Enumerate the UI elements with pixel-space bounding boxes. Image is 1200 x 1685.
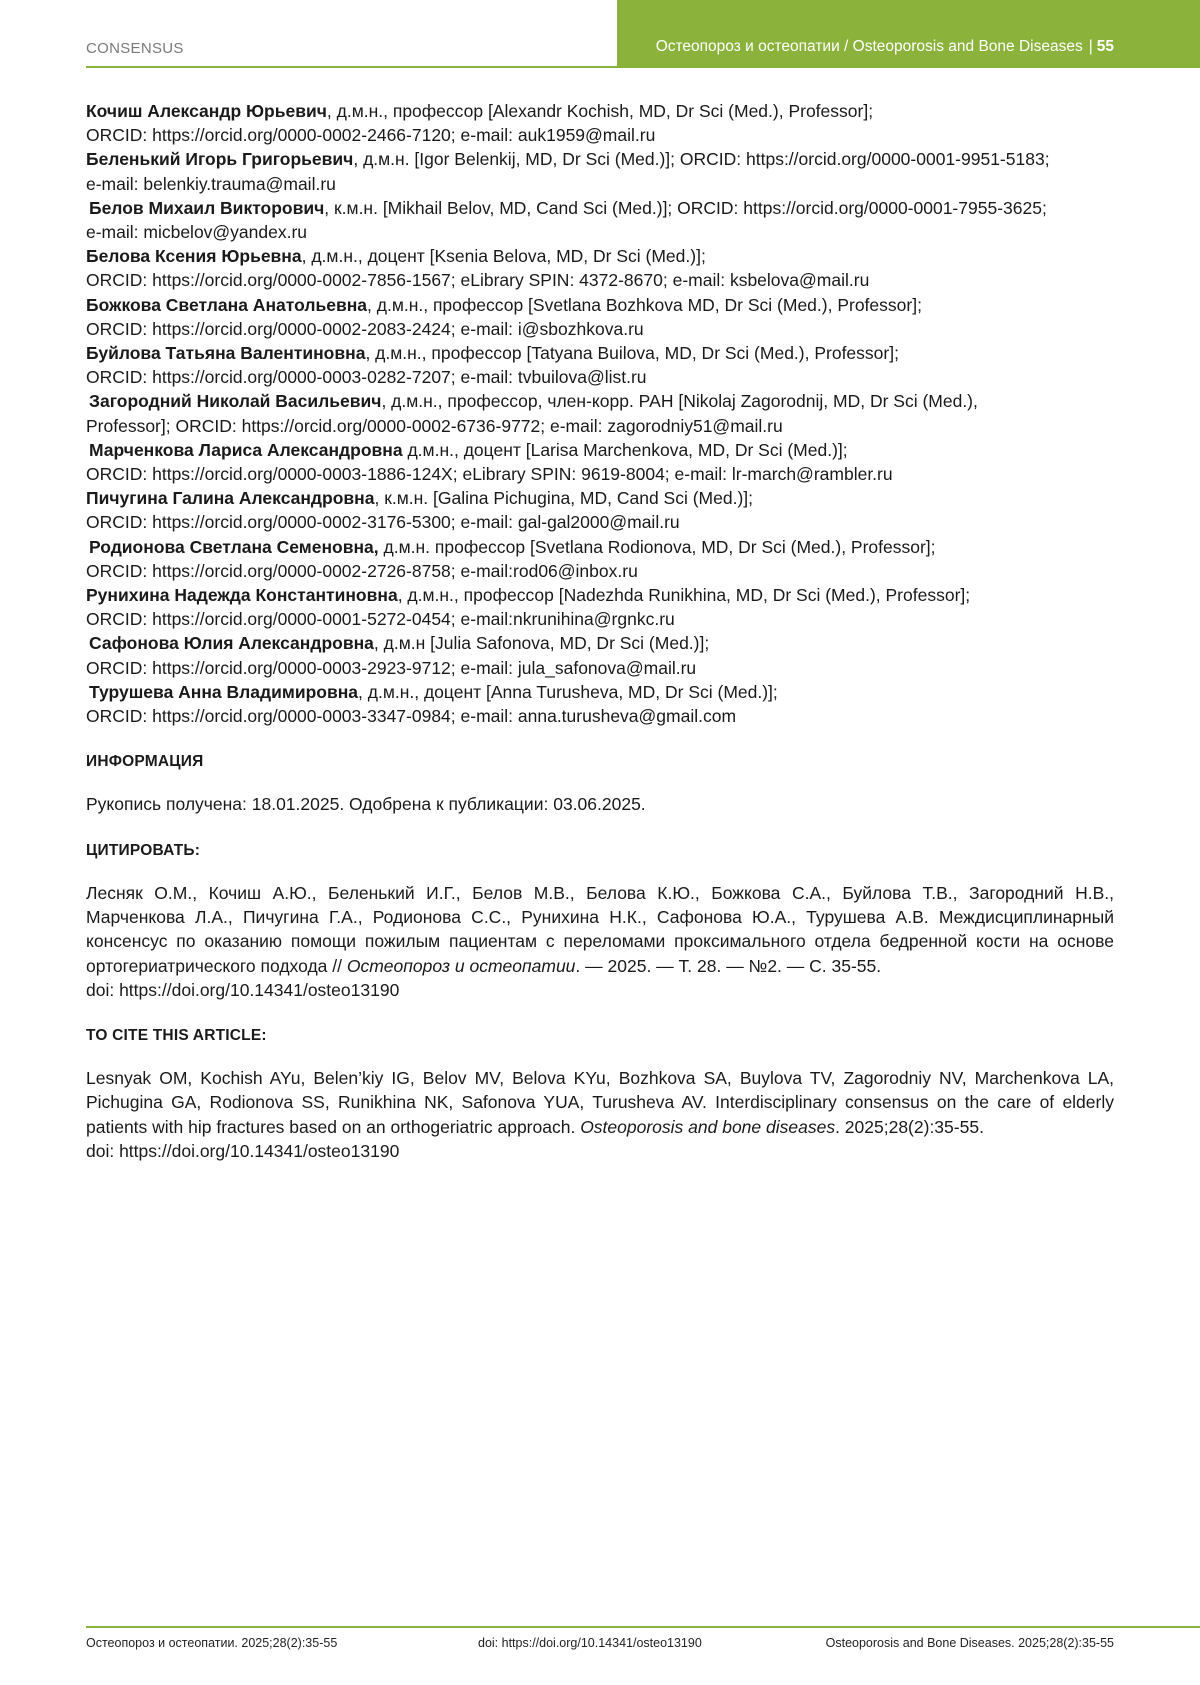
cite-ru-text <box>86 881 1114 978</box>
section-label: CONSENSUS <box>86 40 184 57</box>
author-contact: ORCID: https://orcid.org/0000-0003-0282-7207; e-mail: tvbuilova@list.ru <box>86 367 647 388</box>
cite-en-body: Lesnyak OM, Kochish AYu, Belen’kiy IG, Belov MV, Belova KYu, Bozhkova SA, Buylova TV, Zagorodniy NV, Marchenkova LA, Pichugina GA, Rodionova SS, Runikhina NK, Safonova YUA, Turusheva AV. Interdisciplinary consensus on the care of elderly patients with hip fractures based on an orthogeriatric approach. <box>86 1068 1114 1137</box>
author-contact: ORCID: https://orcid.org/0000-0003-1886-124X; eLibrary SPIN: 9619-8004; e-mail: lr-march@rambler.ru <box>86 464 893 485</box>
author-contact: ORCID: https://orcid.org/0000-0002-2083-2424; e-mail: i@sbozhkova.ru <box>86 318 644 339</box>
author-credentials: , д.м.н., профессор [Svetlana Bozhkova MD, Dr Sci (Med.), Professor]; <box>367 294 922 315</box>
author-entry <box>86 147 1114 195</box>
author-credentials: , д.м.н., профессор [Alexandr Kochish, MD, Dr Sci (Med.), Professor]; <box>326 101 874 121</box>
author-credentials: , к.м.н. [Mikhail Belov, MD, Cand Sci (Med.)]; ORCID: https://orcid.org/0000-0001-7955-3625; <box>324 197 1047 218</box>
cite-en-text <box>86 1066 1114 1139</box>
author-entry <box>86 583 1114 631</box>
author-contact: ORCID: https://orcid.org/0000-0002-3176-5300; e-mail: gal-gal2000@mail.ru <box>86 512 680 533</box>
author-entry <box>86 631 1114 679</box>
page-number: 55 <box>1096 37 1114 55</box>
cite-en-tail: . 2025;28(2):35-55. <box>835 1116 984 1137</box>
author-line-1 <box>86 389 1114 413</box>
author-name: Беленький Игорь Григорьевич <box>86 149 354 170</box>
author-contact: ORCID: https://orcid.org/0000-0002-2726-8758; e-mail:rod06@inbox.ru <box>86 560 638 581</box>
author-line-1 <box>86 583 1114 607</box>
author-contact: ORCID: https://orcid.org/0000-0003-2923-9712; e-mail: jula_safonova@mail.ru <box>86 657 697 678</box>
author-name: Турушева Анна Владимировна <box>89 681 359 702</box>
author-line-1 <box>86 486 1114 510</box>
cite-ru-heading: ЦИТИРОВАТЬ: <box>86 841 201 859</box>
author-entry <box>86 341 1114 389</box>
author-line-1 <box>86 631 1114 655</box>
author-line-1 <box>86 535 1114 559</box>
author-line-1 <box>86 341 1114 365</box>
author-entry <box>86 535 1114 583</box>
author-entry <box>86 293 1114 341</box>
manuscript-dates: Рукопись получена: 18.01.2025. Одобрена к публикации: 03.06.2025. <box>86 794 646 815</box>
author-credentials: , д.м.н [Julia Safonova, MD, Dr Sci (Med.)]; <box>373 633 710 654</box>
footer-right: Osteoporosis and Bone Diseases. 2025;28(2):35-55 <box>825 1636 1114 1650</box>
author-contact: ORCID: https://orcid.org/0000-0002-2466-7120; e-mail: auk1959@mail.ru <box>86 125 656 146</box>
footer-rule <box>86 1626 1200 1628</box>
author-credentials: , д.м.н. [Igor Belenkij, MD, Dr Sci (Med.)]; ORCID: https://orcid.org/0000-0001-9951-5183; <box>353 149 1050 170</box>
cite-en-doi: doi: https://doi.org/10.14341/osteo13190 <box>86 1140 400 1161</box>
author-name: Белова Ксения Юрьевна <box>86 246 302 267</box>
header-separator: | <box>1088 37 1093 55</box>
author-entry <box>86 99 1114 147</box>
author-line-1 <box>86 680 1114 704</box>
cite-ru-doi: doi: https://doi.org/10.14341/osteo13190 <box>86 979 400 1000</box>
author-line-1 <box>86 196 1114 220</box>
author-credentials: , д.м.н., профессор, член-корр. РАН [Nikolaj Zagorodnij, MD, Dr Sci (Med.), <box>381 391 978 412</box>
author-name: Белов Михаил Викторович <box>89 197 325 218</box>
author-list <box>86 99 1114 728</box>
author-name: Загородний Николай Васильевич <box>89 391 382 412</box>
author-credentials: д.м.н., доцент [Larisa Marchenkova, MD, Dr Sci (Med.)]; <box>402 439 848 460</box>
footer-left: Остеопороз и остеопатии. 2025;28(2):35-55 <box>86 1636 338 1650</box>
author-credentials: , д.м.н., доцент [Ksenia Belova, MD, Dr Sci (Med.)]; <box>301 246 706 267</box>
author-contact: ORCID: https://orcid.org/0000-0001-5272-0454; e-mail:nkrunihina@rgnkc.ru <box>86 609 675 630</box>
cite-en-block <box>86 1066 1114 1163</box>
author-credentials: , д.м.н., доцент [Anna Turusheva, MD, Dr Sci (Med.)]; <box>358 681 778 702</box>
author-name: Буйлова Татьяна Валентиновна <box>86 343 366 364</box>
author-entry <box>86 196 1114 244</box>
author-name: Марченкова Лариса Александровна <box>89 439 403 460</box>
footer-doi: doi: https://doi.org/10.14341/osteo13190 <box>478 1636 702 1650</box>
cite-ru-body: Лесняк О.М., Кочиш А.Ю., Беленький И.Г., Белов М.В., Белова К.Ю., Божкова С.А., Буйлова Т.В., Загородний Н.В., Марченкова Л.А., Пичугина Г.А., Родионова С.С., Рунихина Н.К., Сафонова Ю.А., Турушева А.В. Междисциплинарный консенсус по оказанию помощи пожилым пациентам с переломами проксимального отдела бедренной кости на основе ортогериатрического подхода // <box>86 882 1114 976</box>
author-credentials: , д.м.н., профессор [Tatyana Builova, MD, Dr Sci (Med.), Professor]; <box>365 343 899 364</box>
author-contact: e-mail: micbelov@yandex.ru <box>86 222 308 243</box>
author-entry <box>86 438 1114 486</box>
author-line-1 <box>86 99 1114 123</box>
author-credentials: , к.м.н. [Galina Pichugina, MD, Cand Sci (Med.)]; <box>374 488 754 509</box>
author-name: Родионова Светлана Семеновна, <box>89 536 379 557</box>
journal-header-band <box>617 0 1200 68</box>
author-name: Кочиш Александр Юрьевич <box>86 101 327 121</box>
author-name: Сафонова Юлия Александровна <box>89 633 374 654</box>
author-credentials: д.м.н. профессор [Svetlana Rodionova, MD, Dr Sci (Med.), Professor]; <box>378 536 936 557</box>
author-entry <box>86 486 1114 534</box>
cite-en-heading: TO CITE THIS ARTICLE: <box>86 1026 267 1044</box>
author-line-1 <box>86 244 1114 268</box>
author-line-1 <box>86 147 1114 171</box>
page-content <box>86 99 1114 1163</box>
author-contact: ORCID: https://orcid.org/0000-0003-3347-0984; e-mail: anna.turusheva@gmail.com <box>86 706 737 727</box>
cite-ru-tail: . — 2025. — Т. 28. — №2. — С. 35-55. <box>575 955 882 976</box>
author-contact: Professor]; ORCID: https://orcid.org/0000-0002-6736-9772; e-mail: zagorodniy51@mail.ru <box>86 415 783 436</box>
info-heading: ИНФОРМАЦИЯ <box>86 753 204 771</box>
author-name: Божкова Светлана Анатольевна <box>86 294 368 315</box>
journal-title: Остеопороз и остеопатии / Osteoporosis and Bone Diseases <box>655 37 1083 55</box>
cite-ru-block <box>86 881 1114 1002</box>
author-entry <box>86 244 1114 292</box>
author-line-1 <box>86 438 1114 462</box>
header-rule <box>86 66 618 68</box>
author-name: Пичугина Галина Александровна <box>86 488 375 509</box>
author-contact: e-mail: belenkiy.trauma@mail.ru <box>86 173 336 194</box>
author-entry <box>86 680 1114 728</box>
author-credentials: , д.м.н., профессор [Nadezhda Runikhina, MD, Dr Sci (Med.), Professor]; <box>397 585 971 606</box>
cite-en-journal: Osteoporosis and bone diseases <box>580 1116 836 1137</box>
author-name: Рунихина Надежда Константиновна <box>86 585 398 606</box>
author-contact: ORCID: https://orcid.org/0000-0002-7856-1567; eLibrary SPIN: 4372-8670; e-mail: ksbelova@mail.ru <box>86 270 870 291</box>
author-entry <box>86 389 1114 437</box>
author-line-1 <box>86 293 1114 317</box>
cite-ru-journal: Остеопороз и остеопатии <box>346 955 576 976</box>
